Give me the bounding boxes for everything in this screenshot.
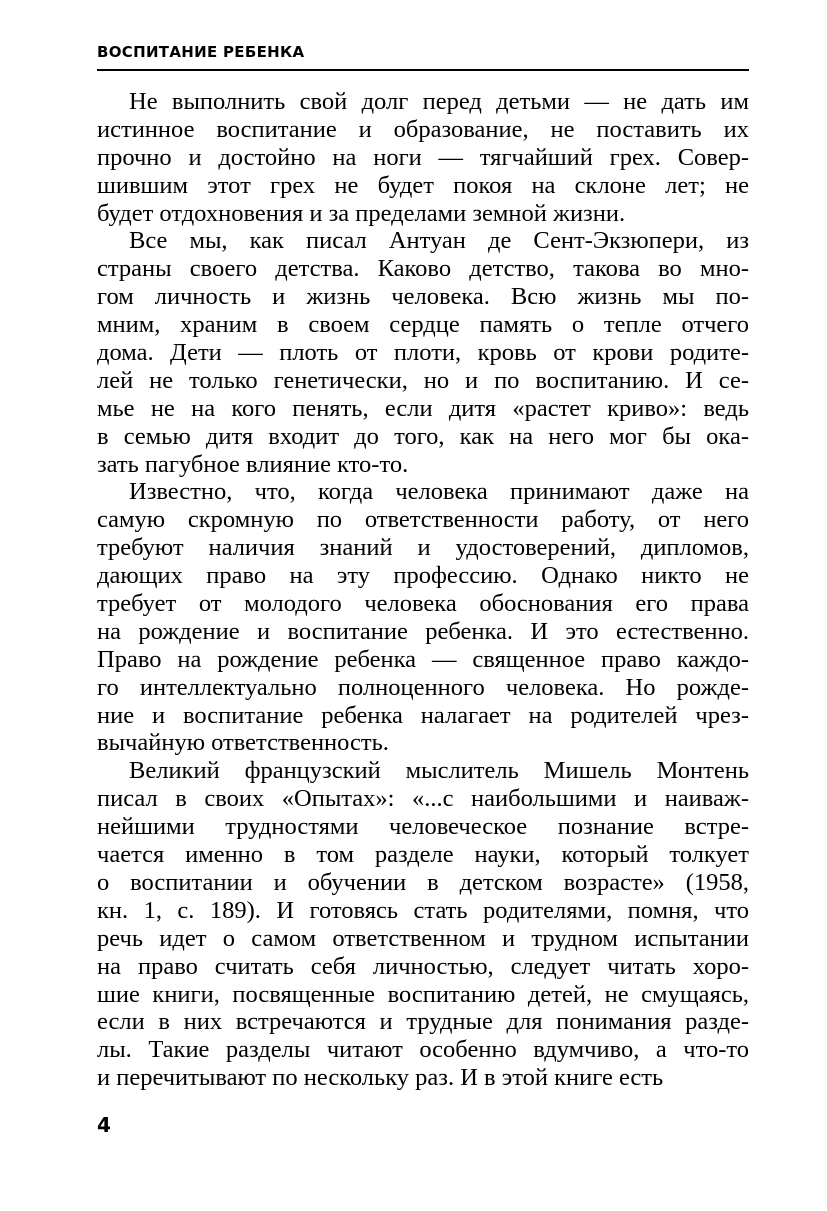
text-line: кн. 1, с. 189). И готовясь стать родителями, помня, что xyxy=(97,896,749,924)
text-line: дома. Дети — плоть от плоти, кровь от крови родите- xyxy=(97,339,749,367)
text-line: мним, храним в своем сердце память о тепле отчего xyxy=(97,311,749,339)
text-line: Великий французский мыслитель Мишель Монтень xyxy=(129,757,749,785)
text-line: нейшими трудностями человеческое познание встре- xyxy=(97,813,749,841)
text-line: зать пагубное влияние кто-то. xyxy=(97,450,409,478)
text-line: Не выполнить свой долг перед детьми — не дать им xyxy=(129,88,749,115)
text-line: на рождение и воспитание ребенка. И это естественно. xyxy=(97,617,749,645)
text-line: писал в своих «Опытах»: «...с наибольшими и наиваж- xyxy=(97,785,749,813)
text-line: Известно, что, когда человека принимают даже на xyxy=(129,478,749,506)
text-line: Все мы, как писал Антуан де Сент-Экзюпери, из xyxy=(129,227,749,255)
text-line: шие книги, посвященные воспитанию детей, не смущаясь, xyxy=(97,980,749,1008)
text-line: лей не только генетически, но и по воспитанию. И се- xyxy=(97,366,749,394)
running-header-title: ВОСПИТАНИЕ РЕБЕНКА xyxy=(97,43,305,61)
text-line: прочно и достойно на ноги — тягчайший грех. Совер- xyxy=(97,143,749,171)
text-line: вычайную ответственность. xyxy=(97,729,389,757)
text-line: лы. Такие разделы читают особенно вдумчиво, а что-то xyxy=(97,1036,749,1064)
header-rule xyxy=(97,69,749,71)
text-line: требуют наличия знаний и удостоверений, дипломов, xyxy=(97,534,749,562)
text-line: чается именно в том разделе науки, который толкует xyxy=(97,841,749,869)
text-line: истинное воспитание и образование, не поставить их xyxy=(97,115,749,143)
text-line: будет отдохновения и за пределами земной жизни. xyxy=(97,199,626,227)
text-line: если в них встречаются и трудные для понимания разде- xyxy=(97,1008,749,1036)
text-line: Право на рождение ребенка — священное право каждо- xyxy=(97,645,749,673)
text-line: самую скромную по ответственности работу, от него xyxy=(97,506,749,534)
body-text xyxy=(97,88,749,1092)
text-line: го интеллектуально полноценного человека. Но рожде- xyxy=(97,673,749,701)
text-line: в семью дитя входит до того, как на него мог бы ока- xyxy=(97,422,749,450)
text-line: о воспитании и обучении в детском возрасте» (1958, xyxy=(97,868,749,896)
text-line: ние и воспитание ребенка налагает на родителей чрез- xyxy=(97,701,749,729)
page-number: 4 xyxy=(97,1113,111,1137)
text-line: требует от молодого человека обоснования его права xyxy=(97,590,749,618)
text-line: шившим этот грех не будет покоя на склоне лет; не xyxy=(97,171,749,199)
text-line: дающих право на эту профессию. Однако никто не xyxy=(97,562,749,590)
text-line: речь идет о самом ответственном и трудном испытании xyxy=(97,924,749,952)
text-line: гом личность и жизнь человека. Всю жизнь мы по- xyxy=(97,283,749,311)
text-line: и перечитывают по нескольку раз. И в этой книге есть xyxy=(97,1064,664,1092)
text-line: на право считать себя личностью, следует читать хоро- xyxy=(97,952,749,980)
text-line: страны своего детства. Каково детство, такова во мно- xyxy=(97,255,749,283)
text-line: мье не на кого пенять, если дитя «растет криво»: ведь xyxy=(97,394,749,422)
